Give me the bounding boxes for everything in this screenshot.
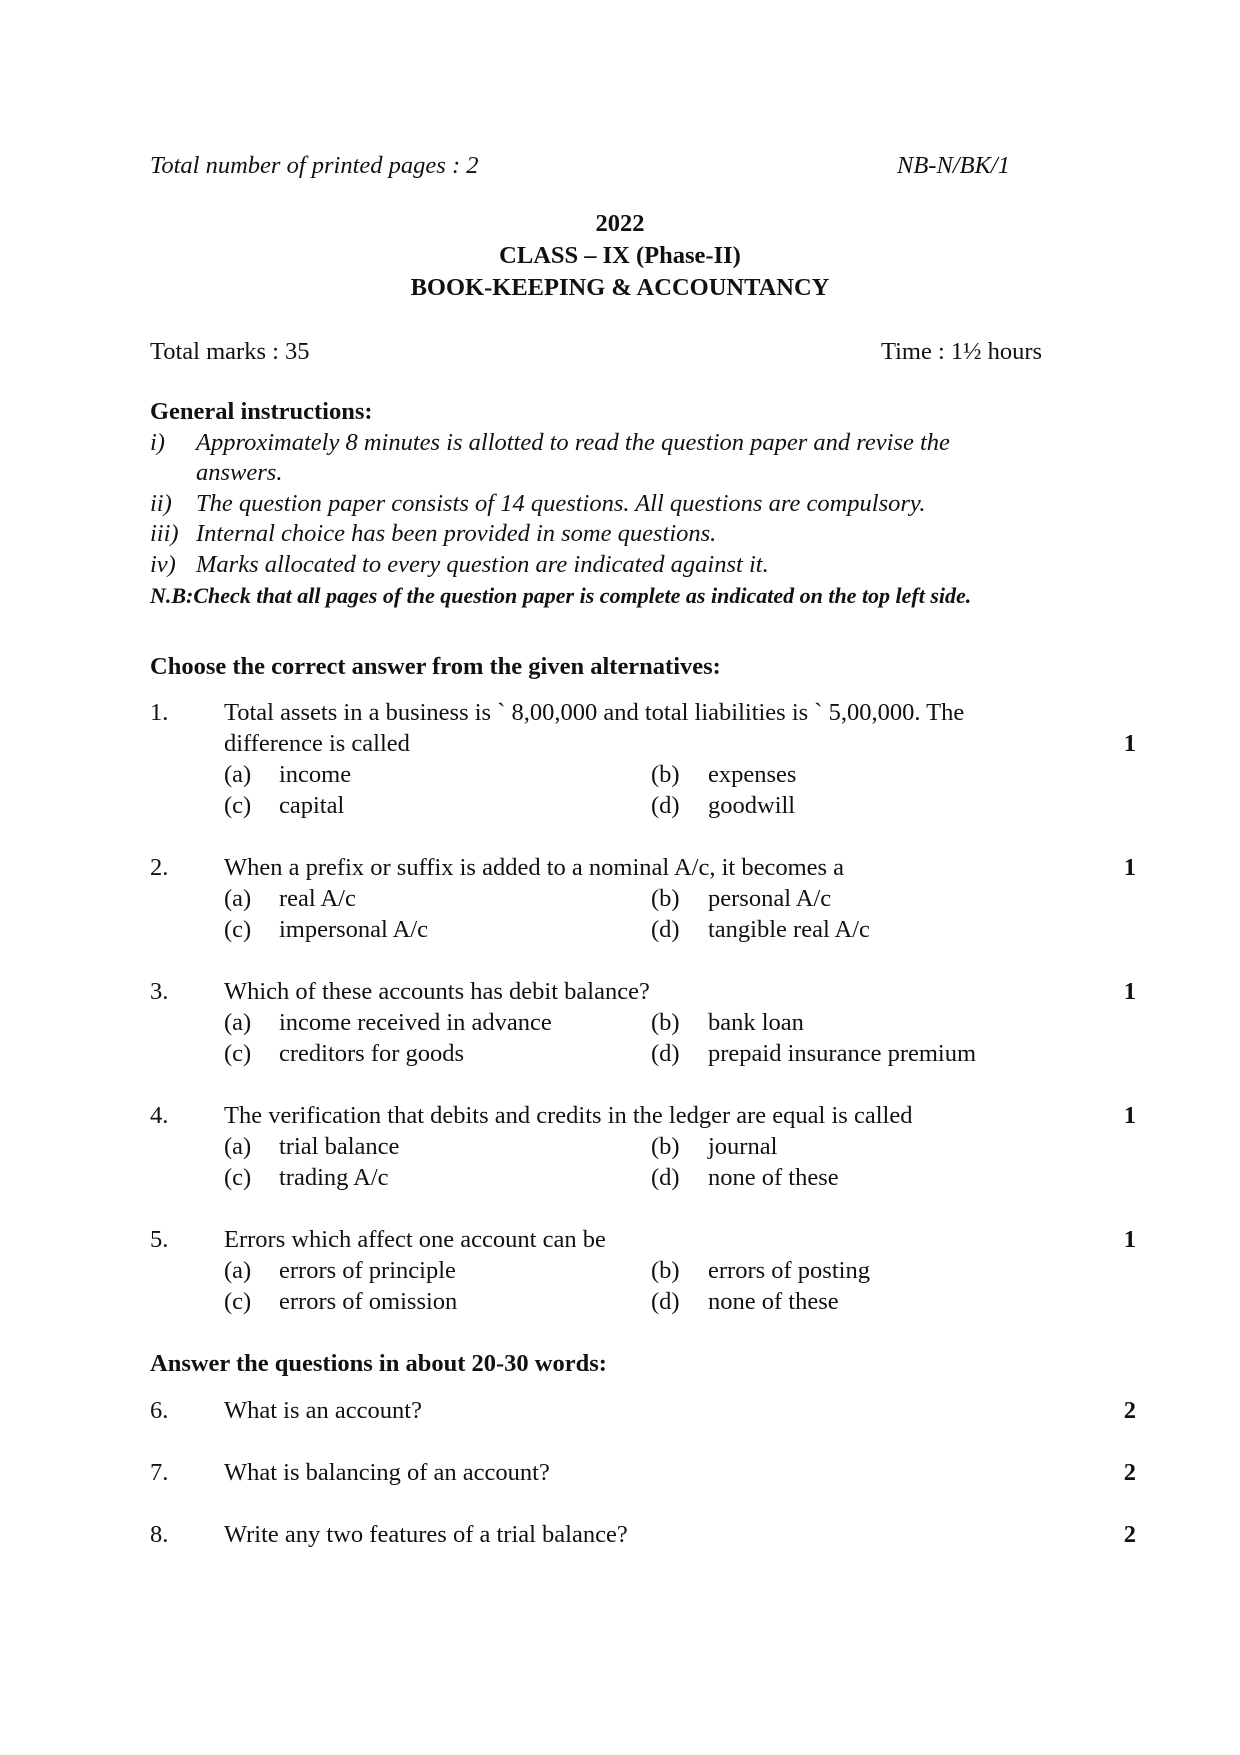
nb-note: N.B:Check that all pages of the question paper is complete as indicated on the top left side. [150,583,972,608]
question-marks: 2 [1123,1521,1136,1548]
instruction-text: Marks allocated to every question are indicated against it. [196,551,769,578]
question-text: The verification that debits and credits in the ledger are equal is called [224,1102,913,1129]
question-text: When a prefix or suffix is added to a nominal A/c, it becomes a [224,854,845,881]
question-number: 2. [150,854,169,881]
section-b-heading: Answer the questions in about 20-30 words: [150,1350,607,1377]
option-text: income received in advance [279,1009,552,1036]
time-allowed: Time : 1½ hours [881,338,1043,365]
question-marks: 1 [1123,730,1136,757]
option-text: real A/c [279,885,356,912]
option-label: (a) [224,1009,252,1036]
option-label: (a) [224,1257,252,1284]
option-text: goodwill [708,792,796,819]
option-text: prepaid insurance premium [708,1040,977,1067]
option-text: journal [708,1133,778,1160]
instruction-number: iv) [150,551,176,578]
option-label: (c) [224,916,252,943]
option-label: (a) [224,761,252,788]
instruction-number: ii) [150,490,172,517]
option-label: (d) [651,792,680,819]
option-text: errors of principle [279,1257,456,1284]
option-label: (b) [651,761,680,788]
option-label: (b) [651,1257,680,1284]
total-marks: Total marks : 35 [150,338,310,365]
question-marks: 2 [1123,1459,1136,1486]
question-number: 5. [150,1226,169,1253]
option-label: (a) [224,1133,252,1160]
option-label: (a) [224,885,252,912]
question-text: difference is called [224,730,410,757]
option-text: expenses [708,761,797,788]
question-marks: 1 [1123,854,1136,881]
option-text: trial balance [279,1133,400,1160]
option-label: (d) [651,1040,680,1067]
question-marks: 1 [1123,1226,1136,1253]
question-text: What is balancing of an account? [224,1459,550,1486]
option-label: (b) [651,1133,680,1160]
option-text: trading A/c [279,1164,389,1191]
class-title: CLASS – IX (Phase-II) [499,242,741,269]
option-text: tangible real A/c [708,916,870,943]
instruction-text: Internal choice has been provided in some questions. [196,520,717,547]
instruction-text: The question paper consists of 14 questions. All questions are compulsory. [196,490,926,517]
question-text: What is an account? [224,1397,422,1424]
instruction-text: Approximately 8 minutes is allotted to read the question paper and revise the [196,429,950,456]
question-text: Which of these accounts has debit balance? [224,978,650,1005]
printed-pages-note: Total number of printed pages : 2 [150,152,479,179]
question-number: 3. [150,978,169,1005]
question-number: 4. [150,1102,169,1129]
question-number: 8. [150,1521,169,1548]
option-label: (b) [651,1009,680,1036]
question-marks: 1 [1123,978,1136,1005]
question-number: 7. [150,1459,169,1486]
question-marks: 2 [1123,1397,1136,1424]
instruction-number: i) [150,429,165,456]
option-text: errors of posting [708,1257,870,1284]
option-label: (c) [224,1040,252,1067]
option-label: (d) [651,1288,680,1315]
option-text: bank loan [708,1009,804,1036]
option-text: personal A/c [708,885,832,912]
option-text: none of these [708,1288,839,1315]
section-a-heading: Choose the correct answer from the given alternatives: [150,653,721,680]
option-text: capital [279,792,345,819]
option-label: (c) [224,1288,252,1315]
option-text: creditors for goods [279,1040,465,1067]
option-label: (c) [224,1164,252,1191]
option-text: income [279,761,352,788]
paper-code: NB-N/BK/1 [897,152,1010,179]
question-marks: 1 [1123,1102,1136,1129]
instruction-text: answers. [196,459,283,486]
instructions-heading: General instructions: [150,398,373,425]
option-label: (d) [651,1164,680,1191]
subject-title: BOOK-KEEPING & ACCOUNTANCY [410,274,830,301]
question-number: 6. [150,1397,169,1424]
instruction-number: iii) [150,520,179,547]
exam-year: 2022 [595,210,645,237]
question-text: Total assets in a business is ` 8,00,000 and total liabilities is ` 5,00,000. The [224,699,965,726]
option-text: none of these [708,1164,839,1191]
option-label: (b) [651,885,680,912]
question-text: Errors which affect one account can be [224,1226,606,1253]
question-number: 1. [150,699,169,726]
question-text: Write any two features of a trial balance? [224,1521,628,1548]
option-label: (c) [224,792,252,819]
option-text: errors of omission [279,1288,458,1315]
option-label: (d) [651,916,680,943]
option-text: impersonal A/c [279,916,429,943]
